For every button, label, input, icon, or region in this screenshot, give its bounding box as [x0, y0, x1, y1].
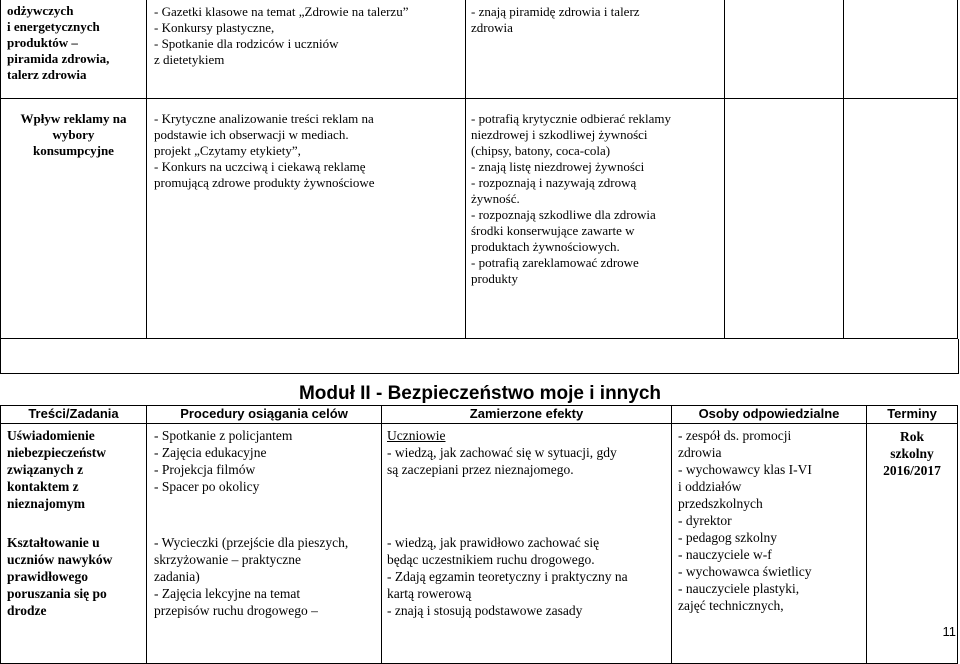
top-row1-persons-cell [725, 0, 844, 99]
text-line: - wiedzą, jak zachować się w sytuacji, gdy [387, 445, 617, 460]
text-line: promującą zdrowe produkty żywnościowe [154, 175, 375, 190]
text-line: - Spacer po okolicy [154, 479, 260, 494]
topic-2 [1, 515, 146, 619]
text-line: są zaczepiani przez nieznajomego. [387, 462, 574, 477]
text-line: środki konserwujące zawarte w [471, 223, 635, 238]
header-row [1, 406, 958, 424]
text-line: niezdrowej i szkodliwej żywności [471, 127, 648, 142]
text-line: - wychowawca świetlicy [678, 564, 812, 579]
text-line: produktów – [7, 35, 78, 50]
top-row1-topic [1, 0, 146, 86]
procedures-2 [147, 498, 381, 619]
text-line: - Zajęcia edukacyjne [154, 445, 267, 460]
text-line: (chipsy, batony, coca-cola) [471, 143, 611, 158]
text-line: przepisów ruchu drogowego – [154, 603, 318, 618]
text-line: wybory [52, 127, 95, 142]
text-line: - wychowawcy klas I-VI [678, 462, 812, 477]
text-line: - nauczyciele plastyki, [678, 581, 800, 596]
text-line: związanych z [7, 462, 84, 477]
text-line: - Spotkanie z policjantem [154, 428, 293, 443]
text-line: będąc uczestnikiem ruchu drogowego. [387, 552, 595, 567]
text-line: - rozpoznają szkodliwe dla zdrowia [471, 207, 656, 222]
text-line: prawidłowego [7, 569, 88, 584]
text-line: - wiedzą, jak prawidłowo zachować się [387, 535, 600, 550]
text-line: talerz zdrowia [7, 67, 87, 82]
top-row2-topic-cell [1, 99, 147, 339]
header-cell: Zamierzone efekty [382, 406, 672, 424]
text-line: i energetycznych [7, 19, 100, 34]
text-line: - Gazetki klasowe na temat „Zdrowie na talerzu” [154, 4, 409, 19]
text-line: - Spotkanie dla rodziców i uczniów [154, 36, 339, 51]
text-line: - Zdają egzamin teoretyczny i praktyczny na [387, 569, 628, 584]
term [867, 424, 957, 483]
text-line: konsumpcyjne [33, 143, 114, 158]
text-line: uczniów nawyków [7, 552, 113, 567]
text-line: z dietetykiem [154, 52, 225, 67]
persons-cell [672, 424, 867, 664]
students-heading: Uczniowie [387, 428, 446, 443]
text-line: odżywczych [7, 3, 74, 18]
persons-list [672, 424, 866, 614]
text-line: Rok [899, 429, 924, 444]
text-line: żywność. [471, 191, 520, 206]
top-row1-procedures [147, 0, 465, 72]
text-line: - Krytyczne analizowanie treści reklam na [154, 111, 374, 126]
top-row1-topic-cell [1, 0, 147, 99]
text-line: piramida zdrowia, [7, 51, 110, 66]
top-row1-effects [466, 0, 724, 40]
top-row1-effects-cell [466, 0, 725, 99]
text-line: drodze [7, 603, 47, 618]
text-line: i oddziałów [678, 479, 742, 494]
text-line: - Zajęcia lekcyjne na temat [154, 586, 301, 601]
top-row2-procedures-cell [147, 99, 466, 339]
top-row2-effects-cell [466, 99, 725, 339]
text-line: projekt „Czytamy etykiety”, [154, 143, 301, 158]
topic-1 [1, 424, 146, 515]
text-line: kartą rowerową [387, 586, 472, 601]
text-line: - potrafią krytycznie odbierać reklamy [471, 111, 671, 126]
page-number: 11 [942, 624, 956, 639]
module-title: Moduł II - Bezpieczeństwo moje i innych [298, 383, 662, 404]
text-line: produkty [471, 271, 518, 286]
top-row1-procedures-cell [147, 0, 466, 99]
text-line: - potrafią zareklamować zdrowe [471, 255, 639, 270]
text-line: nieznajomym [7, 496, 85, 511]
text-line: - nauczyciele w-f [678, 547, 772, 562]
text-line: - Wycieczki (przejście dla pieszych, [154, 535, 349, 550]
spacer-box [0, 339, 959, 374]
text-line: zdrowia [471, 20, 513, 35]
text-line: poruszania się po [7, 586, 107, 601]
text-line: zdrowia [678, 445, 722, 460]
header-cell: Terminy [867, 406, 958, 424]
text-line: przedszkolnych [678, 496, 763, 511]
top-row2-terms-cell [844, 99, 958, 339]
top-row2-topic [1, 99, 146, 171]
procedures-cell [147, 424, 382, 664]
effects-1 [382, 424, 671, 481]
top-row2-effects [466, 99, 724, 299]
header-cell: Procedury osiągania celów [147, 406, 382, 424]
text-line: zajęć technicznych, [678, 598, 784, 613]
top-row1-terms-cell [844, 0, 958, 99]
text-line: - Projekcja filmów [154, 462, 256, 477]
top-row2-persons-cell [725, 99, 844, 339]
module-row [1, 424, 958, 664]
text-line: - znają listę niezdrowej żywności [471, 159, 645, 174]
text-line: Uświadomienie [7, 428, 95, 443]
text-line: 2016/2017 [883, 463, 941, 478]
text-line: podstawie ich obserwacji w mediach. [154, 127, 349, 142]
text-line: Wpływ reklamy na [20, 111, 127, 126]
text-line: zadania) [154, 569, 200, 584]
text-line: skrzyżowanie – praktyczne [154, 552, 301, 567]
text-line: kontaktem z [7, 479, 79, 494]
text-line: - Konkursy plastyczne, [154, 20, 275, 35]
text-line: - znają i stosują podstawowe zasady [387, 603, 583, 618]
text-line: - pedagog szkolny [678, 530, 777, 545]
text-line: produktach żywnościowych. [471, 239, 620, 254]
text-line: Kształtowanie u [7, 535, 100, 550]
text-line: niebezpieczeństw [7, 445, 106, 460]
text-line: - rozpoznają i nazywają zdrową [471, 175, 637, 190]
text-line: - zespół ds. promocji [678, 428, 792, 443]
header-cell: Osoby odpowiedzialne [672, 406, 867, 424]
effects-cell [382, 424, 672, 664]
text-line: szkolny [890, 446, 934, 461]
top-row2-procedures [147, 99, 465, 203]
text-line: - znają piramidę zdrowia i talerz [471, 4, 640, 19]
topics-cell [1, 424, 147, 664]
module-table [0, 405, 958, 664]
header-cell: Treści/Zadania [1, 406, 147, 424]
text-line: - Konkurs na uczciwą i ciekawą reklamę [154, 159, 366, 174]
procedures-1 [147, 424, 381, 498]
effects-2 [382, 481, 671, 619]
text-line: - dyrektor [678, 513, 732, 528]
